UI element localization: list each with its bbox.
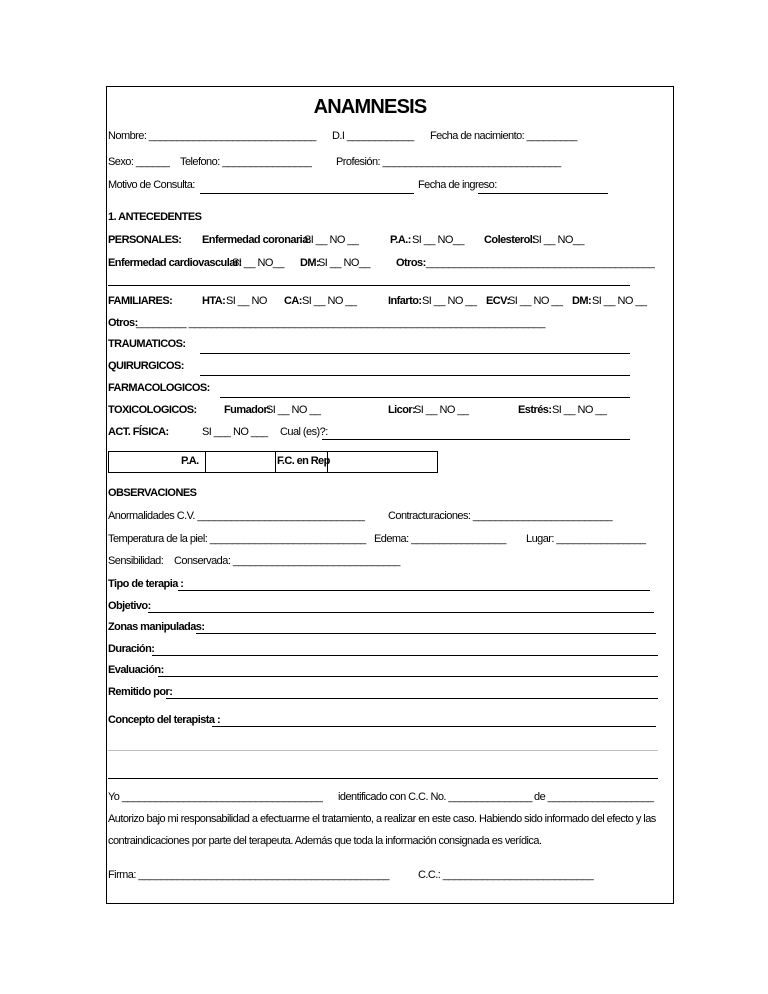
fecha-ingreso-line[interactable]	[478, 193, 608, 194]
contracturaciones-field[interactable]: Contracturaciones: _________________________	[388, 510, 613, 522]
estres-options[interactable]: SI __ NO __	[552, 404, 607, 416]
fecha-nacimiento-field[interactable]: Fecha de nacimiento: _________	[430, 130, 577, 142]
duracion-label: Duración:	[108, 643, 155, 655]
enf-coronaria-options[interactable]: SI __ NO __	[304, 234, 359, 246]
objetivo-label: Objetivo:	[108, 600, 151, 612]
infarto-options[interactable]: SI __ NO __	[422, 295, 477, 307]
otros-familiares-line[interactable]: _________ ________________________________________________________________	[136, 317, 545, 329]
enf-coronaria-label: Enfermedad coronaria:	[202, 234, 311, 246]
sensibilidad-row	[108, 552, 668, 570]
ecv-options[interactable]: SI __ NO __	[508, 295, 563, 307]
duracion-line[interactable]	[152, 655, 658, 656]
infarto-label: Infarto:	[388, 295, 422, 307]
consent-text-1: Autorizo bajo mi responsabilidad a efectuarme el tratamiento, a realizar en este caso. Habiendo sido informado del efecto y las	[108, 813, 656, 825]
zonas-label: Zonas manipuladas:	[108, 621, 205, 633]
telefono-field[interactable]: Telefono: ________________	[180, 156, 312, 168]
pa-options[interactable]: SI __ NO__	[412, 234, 464, 246]
ecv-label: ECV:	[486, 295, 510, 307]
concepto-label: Concepto del terapista :	[108, 714, 221, 726]
dm-fam-label: DM:	[572, 295, 592, 307]
farmacologicos-label: FARMACOLOGICOS:	[108, 382, 210, 394]
personales-extra-line[interactable]	[108, 285, 630, 286]
colesterol-label: Colesterol:	[484, 234, 536, 246]
patient-info-row-1	[108, 127, 668, 145]
motivo-consulta-line[interactable]	[200, 193, 414, 194]
cardiovascular-row	[108, 254, 668, 272]
identificado-field[interactable]: identificado con C.C. No. _______________	[338, 791, 532, 803]
estres-label: Estrés:	[518, 404, 552, 416]
fumador-options[interactable]: SI __ NO __	[266, 404, 321, 416]
nombre-field[interactable]: Nombre: ______________________________	[108, 130, 316, 142]
antecedentes-heading: 1. ANTECEDENTES	[108, 211, 202, 223]
firma-field[interactable]: Firma: _____________________________________________	[108, 869, 389, 881]
dm-label: DM:	[300, 257, 320, 269]
personales-row	[108, 231, 668, 249]
concepto-extra-line-2[interactable]	[108, 778, 658, 779]
traumaticos-label: TRAUMATICOS:	[108, 338, 186, 350]
profesion-field[interactable]: Profesión: ________________________________	[336, 156, 561, 168]
remitido-label: Remitido por:	[108, 686, 173, 698]
dm-options[interactable]: SI __ NO__	[318, 257, 370, 269]
cual-label: Cual (es)?:	[280, 426, 328, 438]
enf-cardiovascular-label: Enfermedad cardiovascular:	[108, 257, 242, 269]
tipo-terapia-line[interactable]	[178, 590, 650, 591]
familiares-label: FAMILIARES:	[108, 295, 173, 307]
tipo-terapia-label: Tipo de terapia :	[108, 578, 184, 590]
consent-yo-row	[108, 788, 668, 806]
farmacologicos-line[interactable]	[220, 397, 630, 398]
fumador-label: Fumador:	[224, 404, 271, 416]
toxicologicos-label: TOXICOLOGICOS:	[108, 404, 197, 416]
toxicologicos-row	[108, 401, 668, 419]
temperatura-field[interactable]: Temperatura de la piel: ____________________________	[108, 533, 366, 545]
ca-label: CA:	[284, 295, 302, 307]
enf-cardiovascular-options[interactable]: SI __ NO__	[232, 257, 284, 269]
evaluacion-line[interactable]	[158, 676, 658, 677]
anormalidades-row	[108, 507, 668, 525]
otros-familiares-row	[108, 314, 668, 332]
yo-field[interactable]: Yo ____________________________________	[108, 791, 323, 803]
di-field[interactable]: D.I ____________	[332, 130, 414, 142]
form-title: ANAMNESIS	[313, 96, 427, 118]
objetivo-line[interactable]	[148, 612, 654, 613]
fc-box-divider-left	[275, 452, 276, 472]
otros-personales-line[interactable]: _________________________________________	[426, 257, 655, 269]
cc-field[interactable]: C.C.: ___________________________	[418, 869, 594, 881]
sexo-field[interactable]: Sexo: ______	[108, 156, 170, 168]
conservada-field[interactable]: Conservada: ______________________________	[174, 555, 400, 567]
motivo-consulta-label: Motivo de Consulta:	[108, 179, 195, 191]
ca-options[interactable]: SI __ NO __	[302, 295, 357, 307]
otros-familiares-label: Otros:	[108, 317, 138, 329]
cual-line[interactable]	[322, 439, 630, 440]
fc-box-label: F.C. en Rep	[277, 455, 330, 467]
sensibilidad-label: Sensibilidad:	[108, 555, 164, 567]
edema-field[interactable]: Edema: _________________	[374, 533, 506, 545]
quirurgicos-line[interactable]	[200, 375, 630, 376]
hta-options[interactable]: SI __ NO	[226, 295, 267, 307]
colesterol-options[interactable]: SI __ NO__	[532, 234, 584, 246]
evaluacion-label: Evaluación:	[108, 664, 164, 676]
vitals-box	[108, 451, 438, 473]
consent-text-2: contraindicaciones por parte del terapeuta. Además que toda la información consignada es verídica.	[108, 835, 542, 847]
pa-label: P.A.:	[390, 234, 411, 246]
act-fisica-label: ACT. FÍSICA:	[108, 426, 169, 438]
patient-info-row-2	[108, 153, 668, 171]
licor-options[interactable]: SI __ NO __	[414, 404, 469, 416]
otros-personales-label: Otros:	[396, 257, 426, 269]
observaciones-heading: OBSERVACIONES	[108, 487, 197, 499]
patient-info-row-3	[108, 176, 668, 194]
zonas-line[interactable]	[196, 633, 656, 634]
traumaticos-line[interactable]	[200, 353, 630, 354]
concepto-line[interactable]	[212, 726, 656, 727]
licor-label: Licor:	[388, 404, 416, 416]
pa-box-divider	[205, 452, 206, 472]
fecha-ingreso-label: Fecha de ingreso:	[418, 179, 497, 191]
act-fisica-options[interactable]: SI ___ NO ___	[202, 426, 268, 438]
hta-label: HTA:	[202, 295, 226, 307]
dm-fam-options[interactable]: SI __ NO __	[592, 295, 647, 307]
concepto-extra-line-1[interactable]	[108, 750, 658, 751]
quirurgicos-label: QUIRURGICOS:	[108, 360, 184, 372]
lugar-field[interactable]: Lugar: ________________	[526, 533, 646, 545]
anormalidades-field[interactable]: Anormalidades C.V. ______________________________	[108, 510, 365, 522]
temperatura-row	[108, 530, 668, 548]
firma-row	[108, 866, 668, 884]
remitido-line[interactable]	[166, 698, 658, 699]
de-field[interactable]: de ___________________	[534, 791, 654, 803]
fc-box-divider-right	[327, 452, 328, 472]
familiares-row	[108, 292, 668, 310]
personales-label: PERSONALES:	[108, 234, 182, 246]
pa-box-label: P.A.	[181, 455, 199, 467]
